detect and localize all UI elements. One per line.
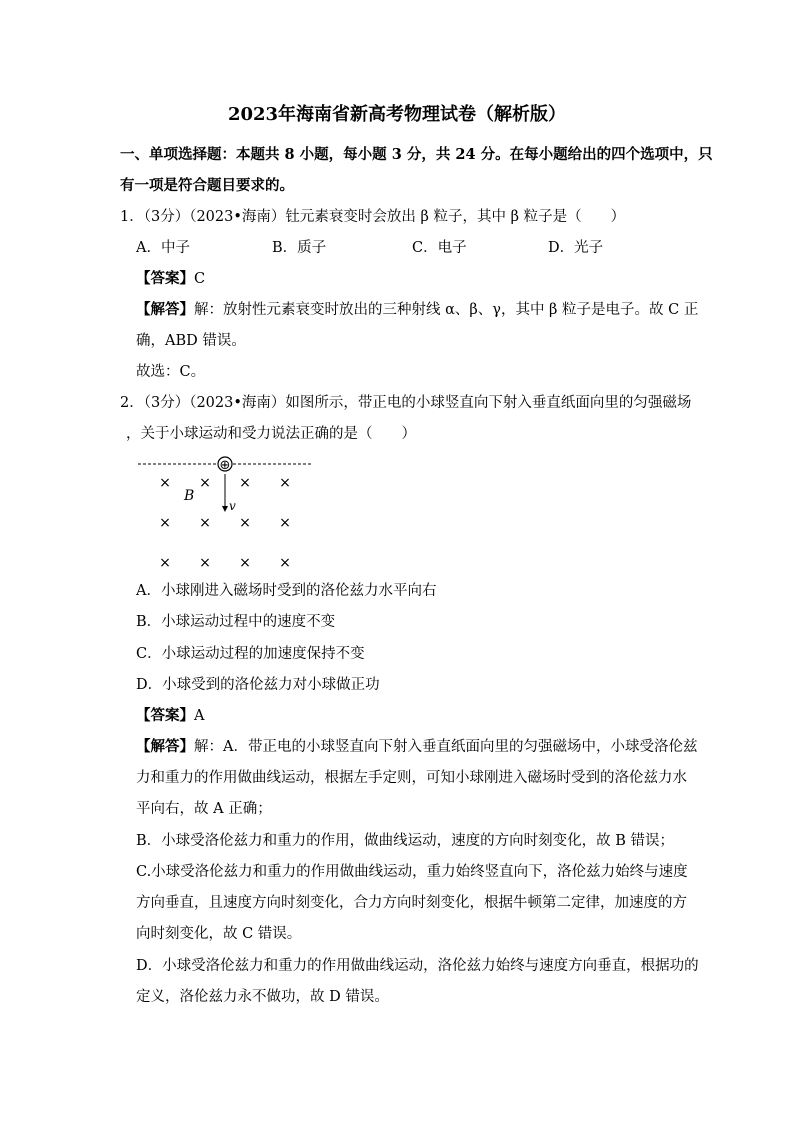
q1-conclusion: 故选：C。 [136,364,206,380]
q2-option-d: D．小球受到的洛伦兹力对小球做正功 [136,677,380,693]
q2-analysis-tag: 【解答】 [136,738,194,755]
q2-answer [136,707,204,725]
field-cross-1-3: × [279,515,291,531]
field-cross-2-2: × [239,555,251,571]
field-cross-2-3: × [279,555,291,571]
q2-analysis-line-1 [136,738,697,756]
q2-analysis-line-2: 力和重力的作用做曲线运动，根据左手定则，可知小球刚进入磁场时受到的洛伦兹力水 [136,770,687,786]
q2-answer-tag: 【答案】 [136,707,194,724]
q2-magnetic-field-figure [136,452,316,572]
q2-stem-line-2: ，关于小球运动和受力说法正确的是（ ） [126,426,416,442]
q2-analysis-line-6: 方向垂直，且速度方向时刻变化，合力方向时刻变化，根据牛顿第二定律，加速度的方 [136,895,687,911]
q2-answer-value: A [194,708,205,724]
field-cross-1-1: × [199,515,211,531]
q2-analysis-line-7: 向时刻变化，故 C 错误。 [136,926,302,942]
q1-answer [136,270,205,288]
velocity-label: v [229,499,236,513]
field-cross-0-2: × [239,475,251,491]
q1-answer-tag: 【答案】 [136,270,194,287]
q2-analysis-line-8: D．小球受洛伦兹力和重力的作用做曲线运动，洛伦兹力始终与速度方向垂直，根据功的 [136,958,699,974]
q1-option-a: A．中子 [136,240,190,256]
q1-answer-value: C [194,271,206,287]
velocity-arrowhead [222,506,228,512]
q1-analysis-line-2: 确，ABD 错误。 [136,333,246,349]
field-cross-1-2: × [239,515,251,531]
q1-analysis-text-1: 解：放射性元素衰变时放出的三种射线 α、β、γ，其中 β 粒子是电子。故 C 正 [194,302,699,318]
q2-analysis-line-3: 平向右，故 A 正确； [136,801,272,817]
field-cross-2-0: × [159,555,171,571]
q2-option-a: A．小球刚进入磁场时受到的洛伦兹力水平向右 [136,583,437,599]
field-cross-0-3: × [279,475,291,491]
field-cross-0-1: × [199,475,211,491]
q2-stem-line-1: 2．（3分）（2023•海南）如图所示，带正电的小球竖直向下射入垂直纸面向里的匀强磁场 [120,395,692,411]
field-cross-2-1: × [199,555,211,571]
q2-analysis-text-1: 解：A．带正电的小球竖直向下射入垂直纸面向里的匀强磁场中，小球受洛伦兹 [194,739,698,755]
q2-analysis-line-4: B．小球受洛伦兹力和重力的作用，做曲线运动，速度的方向时刻变化，故 B 错误； [136,833,675,849]
field-cross-1-0: × [159,515,171,531]
q2-option-b: B．小球运动过程中的速度不变 [136,614,336,630]
q1-option-d: D．光子 [548,240,604,256]
q1-analysis-line-1 [136,301,698,319]
q1-analysis-tag: 【解答】 [136,301,194,318]
q1-option-b: B．质子 [272,240,327,256]
q1-stem: 1．（3分）（2023•海南）钍元素衰变时会放出 β 粒子，其中 β 粒子是（ ） [120,209,626,225]
q1-option-c: C．电子 [412,240,467,256]
field-label: B [184,488,195,504]
section-heading-line-1: 一、单项选择题：本题共 8 小题，每小题 3 分，共 24 分。在每小题给出的四个选项中，只 [120,146,713,163]
section-heading-line-2: 有一项是符合题目要求的。 [120,177,294,194]
field-cross-0-0: × [159,475,171,491]
q2-analysis-line-5: C.小球受洛伦兹力和重力的作用做曲线运动，重力始终竖直向下，洛伦兹力始终与速度 [136,864,688,880]
page-title: 2023年海南省新高考物理试卷（解析版） [227,104,567,125]
charge-symbol: ⊕ [219,458,231,473]
q2-analysis-line-9: 定义，洛伦兹力永不做功，故 D 错误。 [136,989,389,1005]
q2-option-c: C．小球运动过程的加速度保持不变 [136,646,365,662]
